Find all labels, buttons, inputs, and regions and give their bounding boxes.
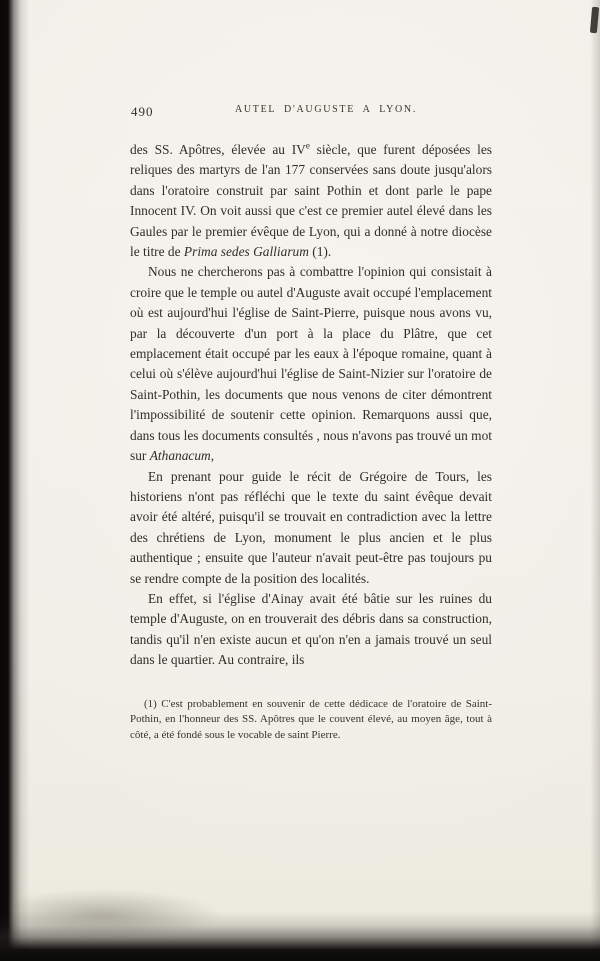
text-run: siècle, que furent déposées les reliques des martyrs de l'an 177 conservées sans doute jusqu'alors dans l'oratoire construit par saint Pothin et dont parle le pape Innocent IV. On voit aussi que c'est ce premier autel élevé dans les Gaules par le premier évêque de Lyon, qui a donné à notre diocèse le titre de bbox=[130, 142, 493, 260]
text-run: (1). bbox=[308, 244, 332, 260]
scan-shadow-right bbox=[590, 0, 600, 961]
text-run: , bbox=[210, 448, 215, 464]
text-run: Nous ne chercherons pas à combattre l'opinion qui consistait à croire que le temple ou autel d'Auguste avait occupé l'emplacement où est aujourd'hui l'église de Saint-Pierre, puisque nous avons vu, par la découverte d'un port à la place du Plâtre, que cet emplacement était occupé par les eaux à l'époque romaine, quant à celui où s'élève aujourd'hui l'église de Saint-Nizier sur l'oratoire de Saint-Pothin, les documents que nous venons de citer démontrent l'impossibilité de soutenir cette opinion. Remarquons aussi que, dans tous les documents consultés , nous n'avons pas trouvé un mot sur bbox=[130, 264, 492, 464]
text-run: des SS. Apôtres, élevée au IV bbox=[130, 142, 306, 157]
text-run: En prenant pour guide le récit de Grégoire de Tours, les historiens n'ont pas réfléchi que le texte du saint évêque devait avoir été altéré, puisqu'il se trouvait en contradiction avec la lettre des chrétiens de Lyon, monument le plus ancien et le plus authentique ; ensuite que l'auteur n'avait peut-être pas toujours pu se rendre compte de la position des localités. bbox=[130, 468, 492, 586]
superscript-run: e bbox=[305, 140, 310, 151]
italic-text-run: Athanacum bbox=[149, 448, 211, 464]
scan-gutter-shadow-left bbox=[0, 0, 30, 961]
scan-shadow-bottom bbox=[0, 911, 600, 961]
page-number: 490 bbox=[131, 104, 154, 119]
paragraph bbox=[130, 140, 492, 262]
paragraph bbox=[130, 467, 492, 589]
paragraph bbox=[130, 697, 492, 744]
italic-text-run: Prima sedes Galliarum bbox=[183, 244, 309, 260]
paragraph bbox=[130, 589, 492, 671]
page-header bbox=[130, 104, 492, 119]
text-run: (1) C'est probablement en souvenir de cette dédicace de l'oratoire de Saint-Pothin, en l'honneur des SS. Apôtres que le couvent élevé, au moyen âge, tout à côté, a été fondé sous le vocable de saint Pierre. bbox=[130, 697, 492, 742]
text-run: En effet, si l'église d'Ainay avait été bâtie sur les ruines du temple d'Auguste, on en trouverait des débris dans sa construction, tandis qu'il n'en existe aucun et qu'on n'en a jamais trouvé un seul dans le quartier. Au contraire, ils bbox=[130, 590, 492, 668]
body-text bbox=[130, 140, 492, 671]
paragraph bbox=[130, 262, 492, 466]
footnote bbox=[130, 697, 492, 744]
text-block bbox=[130, 104, 492, 744]
running-title: AUTEL D'AUGUSTE A LYON. bbox=[234, 104, 418, 115]
